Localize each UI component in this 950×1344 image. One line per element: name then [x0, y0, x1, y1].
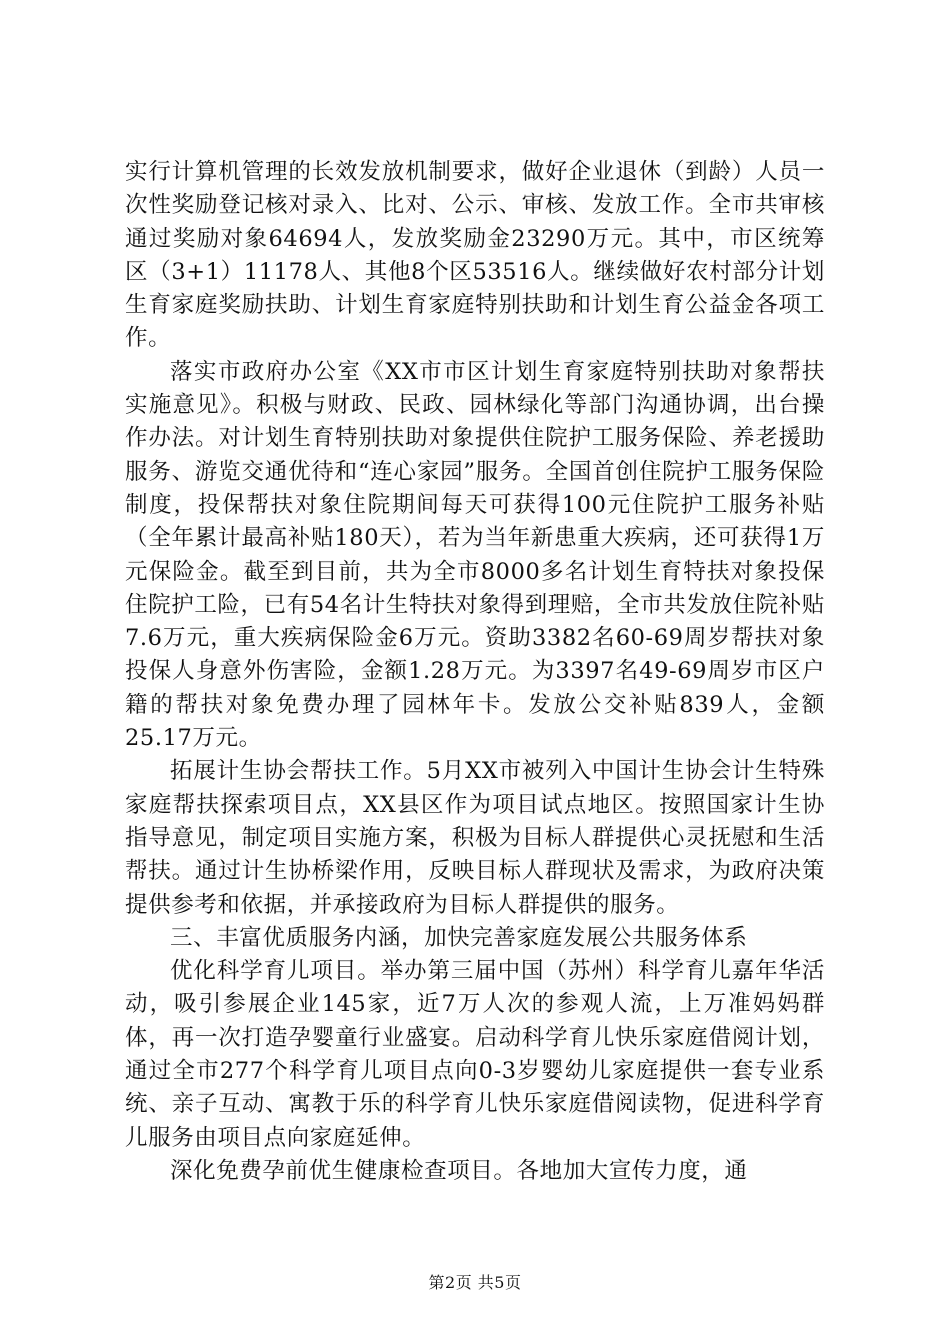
page-footer: 第2页 共5页 — [428, 1273, 522, 1292]
section-heading-public-service: 三、丰富优质服务内涵，加快完善家庭发展公共服务体系 — [170, 924, 748, 951]
paragraph-scientific-parenting: 优化科学育儿项目。举办第三届中国（苏州）科学育儿嘉年华活动，吸引参展企业145家，近7万人次的参观人流，上万准妈妈群体，再一次打造孕婴童行业盛宴。启动科学育儿快乐家庭借阅计划，通过全市277个科学育儿项目点向0-3岁婴幼儿家庭提供一套专业系统、亲子互动、寓教于乐的科学育儿快乐家庭借阅读物，促进科学育儿服务由项目点向家庭延伸。 — [125, 958, 825, 1151]
paragraph-prenatal-check: 深化免费孕前优生健康检查项目。各地加大宣传力度，通 — [170, 1157, 748, 1184]
paragraph-retirement-reward: 实行计算机管理的长效发放机制要求，做好企业退休（到龄）人员一次性奖励登记核对录入、比对、公示、审核、发放工作。全市共审核通过奖励对象64694人，发放奖励金23290万元。其中，市区统筹区（3+1）11178人、其他8个区53516人。继续做好农村部分计划生育家庭奖励扶助、计划生育家庭特别扶助和计划生育公益金各项工作。 — [125, 159, 825, 352]
paragraph-family-planning-association: 拓展计生协会帮扶工作。5月XX市被列入中国计生协会计生特殊家庭帮扶探索项目点，XX县区作为项目试点地区。按照国家计生协指导意见，制定项目实施方案，积极为目标人群提供心灵抚慰和生活帮扶。通过计生协桥梁作用，反映目标人群现状及需求，为政府决策提供参考和依据，并承接政府为目标人群提供的服务。 — [125, 758, 825, 918]
document-body — [125, 156, 825, 1188]
paragraph-special-assistance: 落实市政府办公室《XX市市区计划生育家庭特别扶助对象帮扶实施意见》。积极与财政、民政、园林绿化等部门沟通协调，出台操作办法。对计划生育特别扶助对象提供住院护工服务保险、养老援助服务、游览交通优待和“连心家园”服务。全国首创住院护工服务保险制度，投保帮扶对象住院期间每天可获得100元住院护工服务补贴（全年累计最高补贴180天），若为当年新患重大疾病，还可获得1万元保险金。截至到目前，共为全市8000多名计划生育特扶对象投保住院护工险，已有54名计生特扶对象得到理赔，全市共发放住院补贴7.6万元，重大疾病保险金6万元。资助3382名60-69周岁帮扶对象投保人身意外伤害险，金额1.28万元。为3397名49-69周岁市区户籍的帮扶对象免费办理了园林年卡。发放公交补贴839人，金额25.17万元。 — [125, 358, 825, 752]
